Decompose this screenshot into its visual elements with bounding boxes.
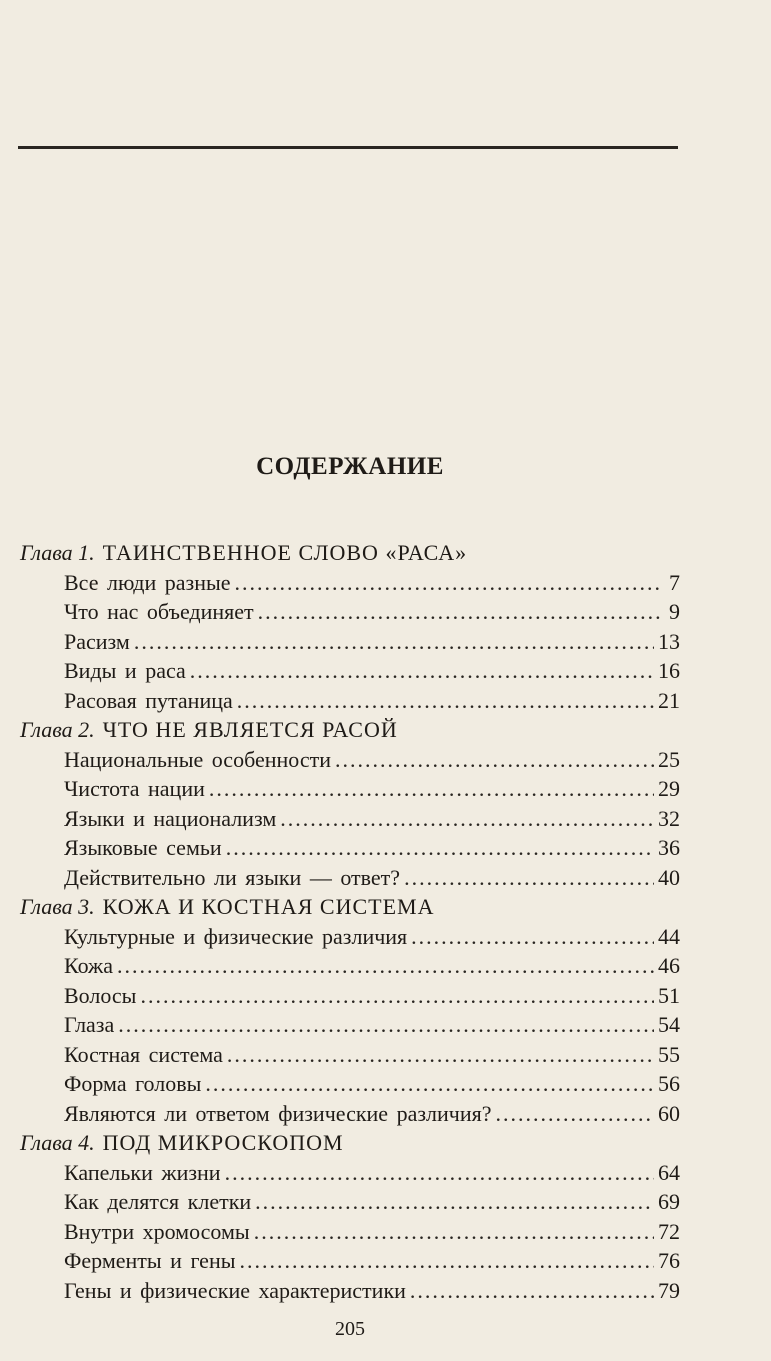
entry-title: Внутри хромосомы (64, 1218, 250, 1244)
table-of-contents (20, 538, 680, 1305)
entry-title: Что нас объединяет (64, 599, 254, 624)
dot-leader (237, 686, 654, 716)
chapter-number: Глава 1. (20, 540, 95, 565)
dot-leader (225, 1158, 654, 1188)
contents-heading: СОДЕРЖАНИЕ (256, 453, 444, 480)
dot-leader (118, 1010, 654, 1040)
toc-entry (20, 951, 680, 981)
entry-page: 60 (658, 1100, 680, 1126)
dot-leader (226, 833, 654, 863)
entry-page: 25 (658, 746, 680, 772)
entry-page: 64 (658, 1159, 680, 1185)
toc-entry (20, 627, 680, 657)
dot-leader (227, 1040, 654, 1070)
entry-title: Костная система (64, 1041, 223, 1067)
chapter-title: ЧТО НЕ ЯВЛЯЕТСЯ РАСОЙ (102, 717, 398, 742)
toc-entry (20, 1040, 680, 1070)
entry-title: Волосы (64, 982, 137, 1008)
entry-page: 76 (658, 1248, 680, 1273)
entry-page: 40 (658, 864, 680, 890)
chapter-title: ТАИНСТВЕННОЕ СЛОВО «РАСА» (102, 540, 468, 565)
toc-entry (20, 863, 680, 893)
entry-title: Гены и физические характеристики (64, 1277, 406, 1303)
entry-page: 13 (658, 628, 680, 654)
entry-title: Культурные и физические различия (64, 923, 408, 949)
toc-entry (20, 686, 680, 716)
dot-leader (190, 656, 654, 686)
top-rule (18, 146, 678, 149)
toc-entry (20, 1010, 680, 1040)
chapter-heading (20, 715, 680, 745)
toc-entry (20, 804, 680, 834)
entry-title: Языковые семьи (64, 835, 222, 860)
toc-entry (20, 1069, 680, 1099)
toc-entry (20, 1276, 680, 1306)
dot-leader (254, 1217, 654, 1247)
entry-page: 72 (658, 1218, 680, 1244)
entry-page: 36 (658, 835, 680, 860)
toc-entry (20, 981, 680, 1011)
entry-page: 79 (658, 1277, 680, 1303)
entry-title: Действительно ли языки — ответ? (64, 864, 401, 890)
toc-entry (20, 774, 680, 804)
entry-title: Чистота нации (64, 776, 205, 801)
entry-page: 55 (658, 1041, 680, 1067)
entry-title: Виды и раса (64, 658, 186, 683)
toc-entry (20, 656, 680, 686)
entry-page: 51 (658, 982, 680, 1008)
page-number: 205 (335, 1318, 365, 1340)
entry-page: 54 (658, 1012, 680, 1037)
toc-entry (20, 568, 680, 598)
entry-title: Ферменты и гены (64, 1248, 236, 1273)
entry-title: Являются ли ответом физические различия? (64, 1100, 492, 1126)
toc-entry (20, 833, 680, 863)
entry-title: Языки и национализм (64, 805, 277, 831)
entry-page: 9 (669, 599, 680, 624)
chapter-heading (20, 538, 680, 568)
entry-title: Все люди разные (64, 569, 231, 595)
entry-page: 44 (658, 923, 680, 949)
chapter-number: Глава 3. (20, 894, 95, 919)
entry-title: Форма головы (64, 1071, 202, 1096)
entry-page: 56 (658, 1071, 680, 1096)
chapter-heading (20, 892, 680, 922)
dot-leader (410, 1276, 654, 1306)
dot-leader (235, 568, 662, 598)
dot-leader (496, 1099, 655, 1129)
entry-title: Национальные особенности (64, 746, 331, 772)
dot-leader (280, 804, 654, 834)
dot-leader (411, 922, 654, 952)
entry-title: Капельки жизни (64, 1159, 221, 1185)
chapter-title: КОЖА И КОСТНАЯ СИСТЕМА (102, 894, 435, 919)
toc-entry (20, 922, 680, 952)
entry-page: 16 (658, 658, 680, 683)
dot-leader (404, 863, 654, 893)
dot-leader (117, 951, 654, 981)
entry-title: Глаза (64, 1012, 115, 1037)
toc-entry (20, 1187, 680, 1217)
chapter-title: ПОД МИКРОСКОПОМ (102, 1130, 344, 1155)
entry-page: 29 (658, 776, 680, 801)
toc-entry (20, 1217, 680, 1247)
entry-page: 21 (658, 687, 680, 713)
entry-title: Расовая путаница (64, 687, 233, 713)
entry-title: Кожа (64, 953, 113, 978)
toc-entry (20, 1099, 680, 1129)
dot-leader (255, 1187, 654, 1217)
dot-leader (140, 981, 654, 1011)
dot-leader (209, 774, 654, 804)
entry-page: 7 (669, 569, 680, 595)
chapter-heading (20, 1128, 680, 1158)
entry-title: Расизм (64, 628, 130, 654)
toc-entry (20, 745, 680, 775)
dot-leader (240, 1246, 655, 1276)
dot-leader (205, 1069, 654, 1099)
chapter-number: Глава 4. (20, 1130, 95, 1155)
dot-leader (335, 745, 654, 775)
entry-page: 32 (658, 805, 680, 831)
entry-page: 46 (658, 953, 680, 978)
toc-entry (20, 597, 680, 627)
dot-leader (258, 597, 662, 627)
entry-title: Как делятся клетки (64, 1189, 252, 1214)
toc-entry (20, 1158, 680, 1188)
dot-leader (134, 627, 654, 657)
toc-entry (20, 1246, 680, 1276)
chapter-number: Глава 2. (20, 717, 95, 742)
entry-page: 69 (658, 1189, 680, 1214)
